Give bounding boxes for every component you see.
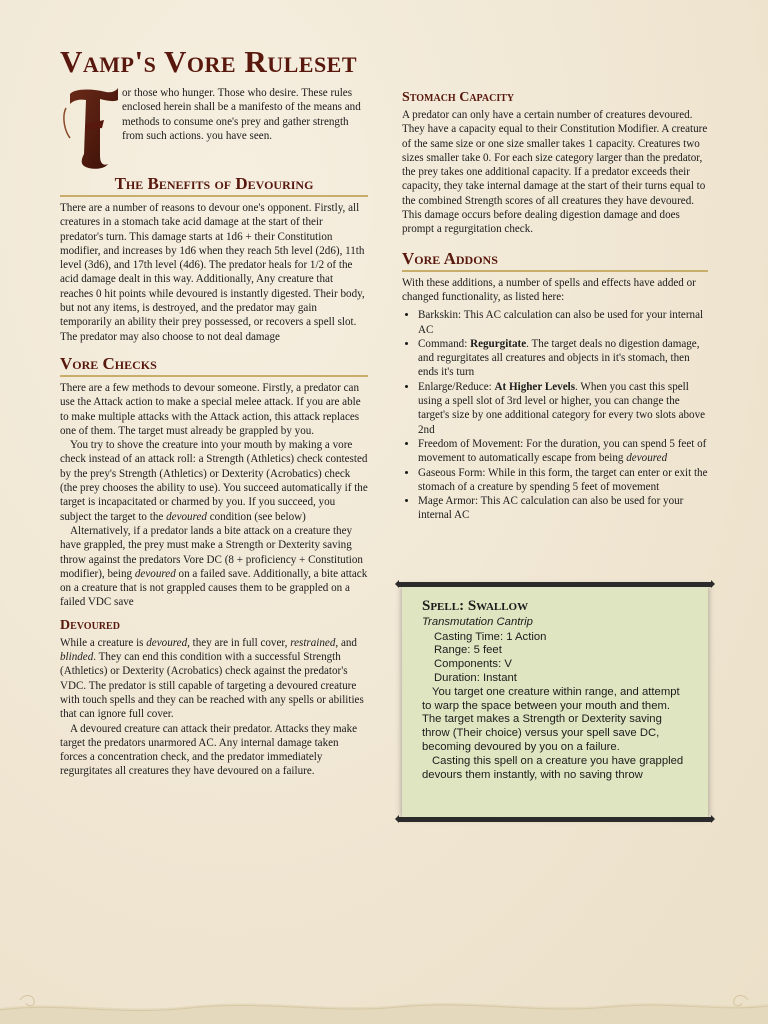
- text-run: on a failed save. Additionally, a bite attack on a creature that is not grappled causes them to be grappled on a failed VDC save: [60, 567, 368, 609]
- spell-card: [402, 586, 708, 818]
- field-value: : 1 Action: [499, 630, 547, 643]
- text-run: . The target deals no digestion damage, and regurgitates all creatures and objects in it's stomach, then ends it's turn: [418, 337, 700, 379]
- field-value: : Instant: [476, 671, 517, 684]
- spell-description: Casting this spell on a creature you have grappled devours them instantly, with no saving throw: [422, 754, 684, 781]
- text-run: . When you cast this spell using a spell slot of 3rd level or higher, you can change the target's size by one additional category for every two slots above 2nd: [418, 380, 706, 436]
- spell-title: Spell: Swallow: [422, 598, 529, 614]
- text-run: , and: [335, 636, 357, 649]
- addon-item: [418, 437, 708, 466]
- spell-components: [422, 658, 692, 672]
- vore-checks-paragraph: There are a few methods to devour someone. Firstly, a predator can use the Attack action to make a special melee attack. If you are able to make multiple attacks with the Attack action, this attack replaces one of them. The target must already be grappled by you.: [60, 381, 361, 437]
- intro-block: [60, 86, 368, 168]
- spell-duration: [422, 672, 692, 686]
- spell-range: [422, 644, 692, 658]
- field-value: : 5 feet: [467, 644, 502, 657]
- left-column: [60, 86, 368, 779]
- text-run: devoured: [166, 510, 207, 523]
- page-title: Vamp's Vore Ruleset: [60, 44, 358, 79]
- addon-item: [418, 337, 708, 380]
- text-run: . They can end this condition with a successful Strength (Athletics) or Dexterity (Acrobatics) check against the predator's VDC. The predator is still capable of targeting a devoured creature with touch spells and they can be reached with any spells or abilities that can ignore full cover.: [60, 651, 364, 721]
- text-run: Mage Armor: This AC calculation can also be used for your internal AC: [418, 495, 684, 522]
- stomach-capacity-text: A predator can only have a certain number of creatures devoured. They have a capacity equal to their Constitution Modifier. A creature of the same size or one size smaller takes 1 capacity. Creatures two sizes smaller take 0. For each size category larger than the predator, the prey takes one additional capacity. If a predator exceeds their capacity, they take internal damage at the start of their turns equal to the combined Strength scores of all creatures they have devoured. This damage occurs before dealing digestion damage and does prompt a regurgitation check.: [402, 109, 708, 236]
- vore-addons-list: [402, 308, 708, 522]
- addon-keyword: At Higher Levels: [494, 380, 576, 393]
- spell-school: Transmutation Cantrip: [422, 615, 533, 628]
- spell-description: You target one creature within range, and attempt to warp the space between your mouth and them. The target makes a Strength or Dexterity saving throw (Their choice) versus your spell save DC, becoming devoured by you on a failure.: [422, 685, 680, 753]
- text-run: Gaseous Form: While in this form, the target can enter or exit the stomach of a creature by spending 5 feet of movement: [418, 466, 708, 493]
- intro-text: or those who hunger. Those who desire. These rules enclosed herein shall be a manifesto of the means and methods to consume one's prey and gather strength from such actions. you have seen.: [122, 87, 361, 142]
- text-run: devoured: [146, 636, 188, 649]
- vore-addons-intro: With these additions, a number of spells and effects have added or changed functionality, as listed here:: [402, 276, 696, 303]
- field-label: Casting Time: [434, 630, 500, 643]
- benefits-text: There are a number of reasons to devour one's opponent. Firstly, all creatures in a stomach take acid damage at the start of their predator's turn. This damage starts at 1d6 + their Constitution modifier, and increases by 1d6 when they reach 5th level (2d6), 11th level (3d6), and 17th level (4d6). The predator heals for 1/2 of the acid damage dealt in this way. Additionally, Any creature that reaches 0 hit points while devoured is instantly digested. Their body, but not any items, is destroyed, and the predator may gain temporarily an ability their prey possessed, or recovers a spell slot. The predator may also choose to not deal damage: [60, 202, 365, 343]
- text-run: While a creature is: [60, 636, 147, 649]
- dropcap-icon: [60, 86, 120, 170]
- text-run: condition (see below): [206, 510, 306, 523]
- vore-checks-heading: Vore Checks: [60, 354, 368, 377]
- text-run: blinded: [60, 651, 94, 664]
- addon-keyword: Regurgitate: [470, 337, 527, 350]
- footer-ornament: [0, 990, 768, 1024]
- benefits-heading: The Benefits of Devouring: [60, 174, 368, 197]
- field-value: : V: [498, 658, 512, 671]
- text-run: You try to shove the creature into your mouth by making a vore check instead of an attack roll: a Strength (Athletics) check contested by the prey's Strength (Athletics) or Dexterity (Acrobatics) check (the prey chooses the ability to use). You succeed automatically if the target is incapacitated or charmed by you. If you succeed, you subject the target to the: [60, 439, 368, 523]
- text-run: Barkskin: This AC calculation can also be used for your internal AC: [418, 309, 704, 336]
- text-run: Freedom of Movement: For the duration, you can spend 5 feet of movement to automatically escape from being: [418, 437, 707, 465]
- vore-checks-paragraph: [60, 524, 368, 610]
- text-run: devoured: [626, 452, 668, 465]
- vore-checks-paragraph: [60, 438, 368, 524]
- text-run: restrained: [290, 636, 336, 649]
- stomach-capacity-heading: Stomach Capacity: [402, 90, 515, 105]
- text-run: Command:: [418, 337, 471, 350]
- field-label: Duration: [434, 671, 477, 684]
- devoured-paragraph: A devoured creature can attack their predator. Attacks they make target the predators unarmored AC. Any internal damage taken forces a concentration check, and the predator immediately regurgitates all creatures they have devoured on a failure.: [60, 722, 358, 778]
- field-label: Range: [434, 644, 468, 657]
- devoured-heading: Devoured: [60, 617, 120, 633]
- addon-item: [418, 466, 708, 495]
- addon-item: [418, 380, 708, 437]
- spell-casting-time: [422, 631, 692, 645]
- right-column: [402, 90, 708, 523]
- text-run: devoured: [134, 567, 176, 580]
- vore-addons-heading: Vore Addons: [402, 249, 708, 272]
- devoured-paragraph: [60, 636, 368, 722]
- addon-item: [418, 494, 708, 523]
- text-run: , they are in full cover,: [187, 636, 291, 649]
- field-label: Components: [434, 658, 499, 671]
- spell-card-top-border: [398, 582, 712, 587]
- text-run: Alternatively, if a predator lands a bite attack on a creature they have grappled, the prey must make a Strength or Dexterity saving throw against the predators Vore DC (8 + proficiency + Constitution modifier), being: [60, 524, 363, 580]
- spell-card-bottom-border: [398, 817, 712, 822]
- addon-item: [418, 308, 708, 337]
- text-run: Enlarge/Reduce:: [418, 380, 495, 393]
